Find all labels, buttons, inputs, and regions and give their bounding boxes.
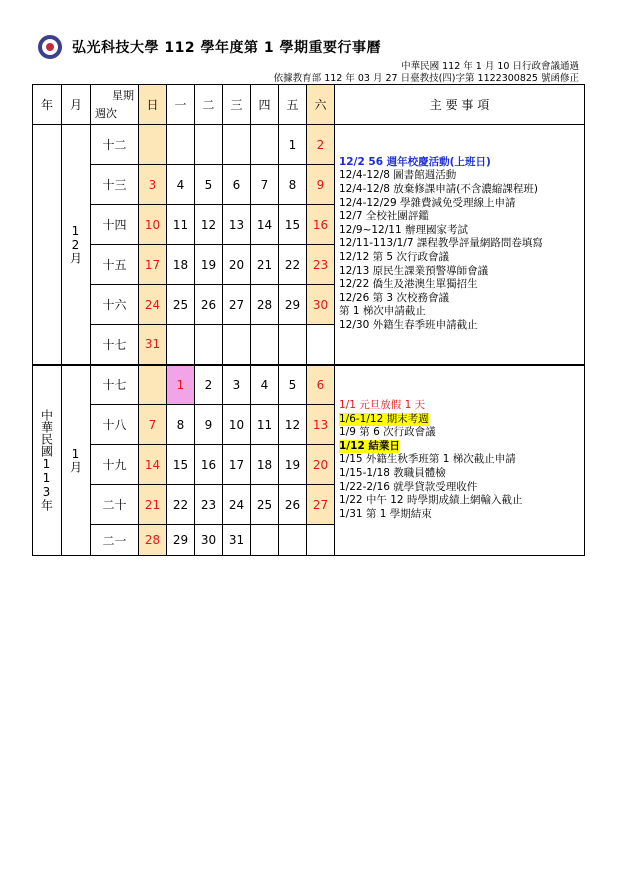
day-cell: 17 xyxy=(223,445,251,485)
event-item: 1/1 元旦放假 1 天 xyxy=(339,399,426,412)
day-cell: 3 xyxy=(223,365,251,405)
day-header-sat: 六 xyxy=(307,85,335,125)
day-cell: 24 xyxy=(139,285,167,325)
day-cell: 11 xyxy=(167,205,195,245)
day-header-thu: 四 xyxy=(251,85,279,125)
day-cell: 25 xyxy=(251,485,279,525)
event-item-highlighted: 1/12 結業日 xyxy=(339,439,400,452)
page-header xyxy=(38,34,381,60)
event-item-highlighted: 1/6-1/12 期末考週 xyxy=(339,412,429,425)
day-cell xyxy=(139,365,167,405)
event-item: 12/9~12/11 辦理國家考試 xyxy=(339,223,468,236)
month-cell-dec: 12月 xyxy=(62,125,91,365)
weekday-week-header xyxy=(91,85,139,125)
day-cell: 31 xyxy=(139,325,167,365)
day-cell: 10 xyxy=(223,405,251,445)
day-cell: 20 xyxy=(223,245,251,285)
week-number: 十四 xyxy=(91,205,139,245)
day-cell: 19 xyxy=(195,245,223,285)
day-cell: 6 xyxy=(223,165,251,205)
calendar-table xyxy=(32,84,585,556)
day-cell: 5 xyxy=(195,165,223,205)
day-cell: 14 xyxy=(139,445,167,485)
day-cell: 22 xyxy=(167,485,195,525)
event-item: 12/30 外籍生春季班申請截止 xyxy=(339,319,478,332)
day-cell: 28 xyxy=(251,285,279,325)
day-cell: 16 xyxy=(307,205,335,245)
event-item: 12/2 56 週年校慶活動(上班日) xyxy=(339,155,491,168)
day-cell: 4 xyxy=(167,165,195,205)
event-item: 1/15-1/18 教職員體檢 xyxy=(339,467,446,480)
events-header: 主 要 事 項 xyxy=(335,85,585,125)
event-item: 12/11-113/1/7 課程教學評量網路問卷填寫 xyxy=(339,237,543,250)
event-item: 12/7 全校社團評鑑 xyxy=(339,210,429,223)
event-item: 1/9 第 6 次行政會議 xyxy=(339,426,436,439)
day-cell: 28 xyxy=(139,525,167,556)
day-cell xyxy=(251,525,279,556)
day-cell: 18 xyxy=(251,445,279,485)
events-cell-dec xyxy=(335,125,585,365)
event-item: 1/31 第 1 學期結束 xyxy=(339,507,432,520)
day-cell xyxy=(195,125,223,165)
day-cell: 29 xyxy=(167,525,195,556)
approval-note: 中華民國 112 年 1 月 10 日行政會議通過 xyxy=(401,61,579,72)
day-cell: 3 xyxy=(139,165,167,205)
day-cell: 15 xyxy=(167,445,195,485)
day-cell: 20 xyxy=(307,445,335,485)
week-number: 十八 xyxy=(91,405,139,445)
day-cell: 25 xyxy=(167,285,195,325)
day-cell: 18 xyxy=(167,245,195,285)
day-cell xyxy=(279,325,307,365)
day-cell xyxy=(279,525,307,556)
event-item: 12/4-12/8 放棄修課申請(不含濃縮課程班) xyxy=(339,183,538,196)
week-number: 十七 xyxy=(91,365,139,405)
day-cell xyxy=(307,525,335,556)
university-logo-icon xyxy=(38,35,62,59)
week-number: 二一 xyxy=(91,525,139,556)
day-cell: 21 xyxy=(251,245,279,285)
event-item: 12/26 第 3 次校務會議 xyxy=(339,291,449,304)
day-cell xyxy=(167,125,195,165)
day-cell: 27 xyxy=(223,285,251,325)
day-cell: 9 xyxy=(307,165,335,205)
day-cell: 31 xyxy=(223,525,251,556)
event-item: 12/13 原民生課業預警導師會議 xyxy=(339,264,489,277)
day-cell: 2 xyxy=(195,365,223,405)
regulation-note: 依據教育部 112 年 03 月 27 日臺教技(四)字第 1122300825 號函修正 xyxy=(273,73,579,84)
day-cell: 2 xyxy=(307,125,335,165)
week-number: 十九 xyxy=(91,445,139,485)
day-cell xyxy=(167,325,195,365)
table-row xyxy=(33,365,585,405)
day-cell: 13 xyxy=(223,205,251,245)
day-cell: 8 xyxy=(279,165,307,205)
day-cell xyxy=(251,325,279,365)
day-cell: 17 xyxy=(139,245,167,285)
event-item: 1/15 外籍生秋季班第 1 梯次截止申請 xyxy=(339,453,516,466)
day-cell: 8 xyxy=(167,405,195,445)
day-cell: 19 xyxy=(279,445,307,485)
day-header-fri: 五 xyxy=(279,85,307,125)
day-cell: 23 xyxy=(307,245,335,285)
event-item: 12/4-12/8 圖書館週活動 xyxy=(339,169,457,182)
day-header-tue: 二 xyxy=(195,85,223,125)
day-cell: 24 xyxy=(223,485,251,525)
event-item: 第 1 梯次申請截止 xyxy=(339,305,426,318)
day-cell: 12 xyxy=(279,405,307,445)
day-cell: 30 xyxy=(195,525,223,556)
event-item: 12/4-12/29 學雜費減免受理線上申請 xyxy=(339,196,516,209)
week-number: 十二 xyxy=(91,125,139,165)
week-number: 十三 xyxy=(91,165,139,205)
day-cell: 23 xyxy=(195,485,223,525)
day-cell xyxy=(223,325,251,365)
day-cell: 5 xyxy=(279,365,307,405)
day-cell: 29 xyxy=(279,285,307,325)
week-number: 十六 xyxy=(91,285,139,325)
day-cell-holiday: 1 xyxy=(167,365,195,405)
week-number: 二十 xyxy=(91,485,139,525)
day-cell: 14 xyxy=(251,205,279,245)
year-cell-empty xyxy=(33,125,62,365)
event-item: 12/12 第 5 次行政會議 xyxy=(339,251,449,264)
day-cell: 26 xyxy=(195,285,223,325)
day-cell xyxy=(223,125,251,165)
week-number: 十五 xyxy=(91,245,139,285)
day-cell: 1 xyxy=(279,125,307,165)
day-cell: 16 xyxy=(195,445,223,485)
day-cell: 7 xyxy=(251,165,279,205)
day-cell: 11 xyxy=(251,405,279,445)
event-item: 1/22 中午 12 時學期成績上網輸入截止 xyxy=(339,494,523,507)
month-cell-jan: 1月 xyxy=(62,365,91,556)
day-cell: 7 xyxy=(139,405,167,445)
day-cell: 4 xyxy=(251,365,279,405)
year-cell: 中華民國113年 xyxy=(33,365,62,556)
table-row xyxy=(33,125,585,165)
day-header-sun: 日 xyxy=(139,85,167,125)
day-cell: 13 xyxy=(307,405,335,445)
year-header: 年 xyxy=(33,85,62,125)
month-header: 月 xyxy=(62,85,91,125)
day-cell: 12 xyxy=(195,205,223,245)
day-cell xyxy=(307,325,335,365)
day-header-wed: 三 xyxy=(223,85,251,125)
day-cell xyxy=(251,125,279,165)
weekday-label: 星期 xyxy=(112,89,134,102)
day-cell: 6 xyxy=(307,365,335,405)
day-cell: 27 xyxy=(307,485,335,525)
day-cell: 10 xyxy=(139,205,167,245)
day-cell: 21 xyxy=(139,485,167,525)
day-cell xyxy=(195,325,223,365)
page-title: 弘光科技大學 112 學年度第 1 學期重要行事曆 xyxy=(72,40,381,56)
day-cell: 15 xyxy=(279,205,307,245)
events-cell-jan xyxy=(335,365,585,556)
week-label: 週次 xyxy=(95,107,117,120)
day-cell: 9 xyxy=(195,405,223,445)
day-cell: 30 xyxy=(307,285,335,325)
week-number: 十七 xyxy=(91,325,139,365)
event-item: 1/22-2/16 就學貸款受理收件 xyxy=(339,480,478,493)
day-cell: 26 xyxy=(279,485,307,525)
event-item: 12/22 僑生及港澳生單獨招生 xyxy=(339,278,478,291)
day-cell: 22 xyxy=(279,245,307,285)
table-header-row xyxy=(33,85,585,125)
day-cell xyxy=(139,125,167,165)
day-header-mon: 一 xyxy=(167,85,195,125)
